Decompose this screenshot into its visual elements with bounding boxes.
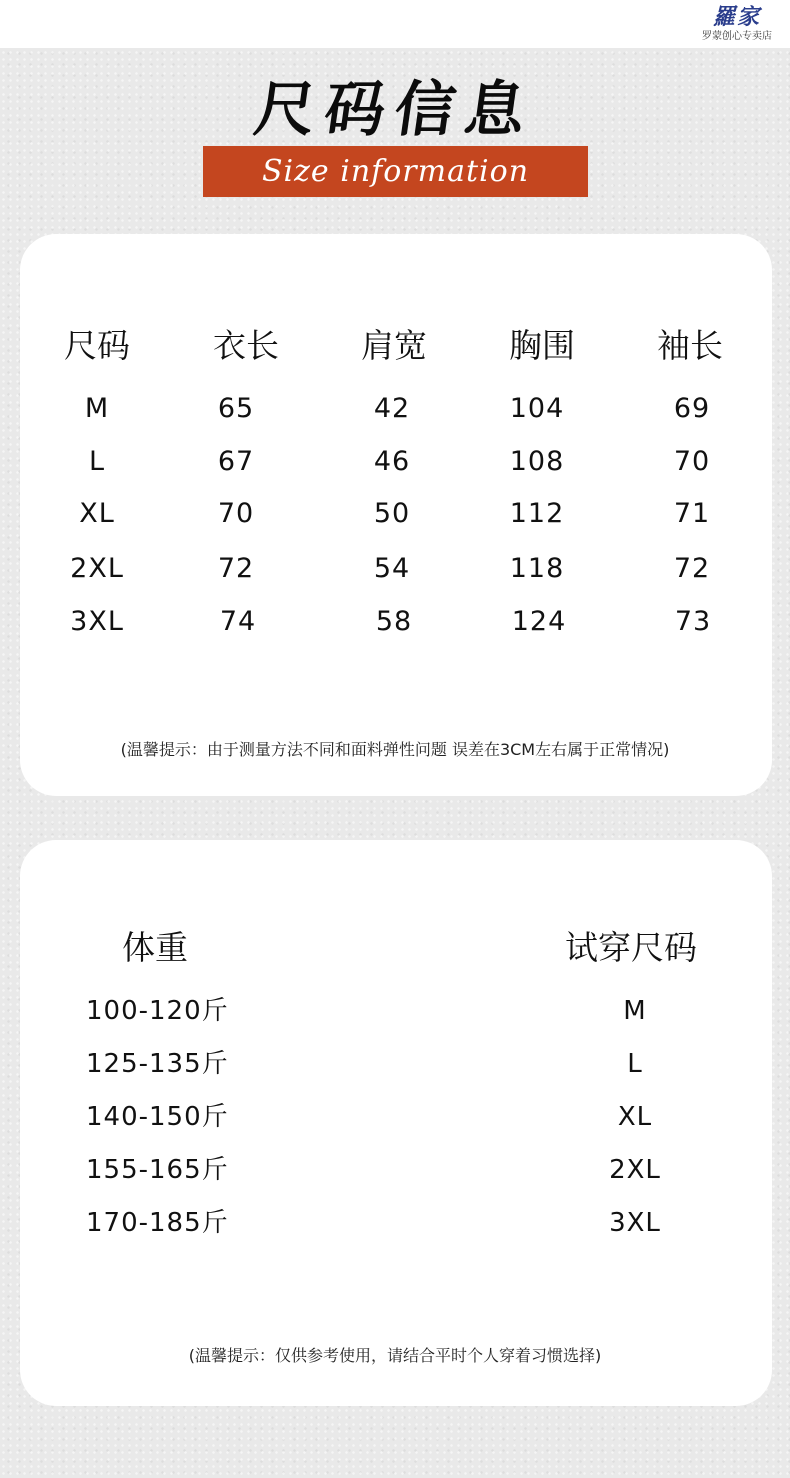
column-header: 衣长 [213, 326, 279, 365]
subtitle-banner [203, 146, 588, 197]
table-cell: 3XL [70, 606, 124, 637]
table-cell: XL [79, 498, 115, 529]
weight-chart-note: (温馨提示：仅供参考使用，请结合平时个人穿着习惯选择) [188, 1346, 602, 1365]
table-cell: 112 [509, 498, 565, 529]
weight-range: 125-135斤 [86, 1049, 229, 1079]
top-strip [0, 0, 790, 48]
table-cell: 108 [509, 446, 565, 477]
table-cell: 71 [673, 498, 711, 529]
table-cell: L [88, 446, 106, 477]
table-cell: 65 [217, 393, 255, 424]
recommended-size: M [623, 996, 647, 1026]
recommended-size: XL [617, 1102, 653, 1132]
column-header-size: 试穿尺码 [565, 928, 697, 967]
column-header: 袖长 [657, 326, 723, 365]
table-cell: 104 [509, 393, 565, 424]
table-cell: 70 [673, 446, 711, 477]
table-cell: 42 [373, 393, 411, 424]
recommended-size: 2XL [609, 1155, 661, 1185]
column-header: 胸围 [509, 326, 575, 365]
brand-mark [692, 4, 782, 44]
table-cell: 46 [373, 446, 411, 477]
column-header: 尺码 [64, 326, 130, 365]
table-cell: 124 [511, 606, 567, 637]
table-cell: 50 [373, 498, 411, 529]
brand-logo: 羅家 [712, 4, 761, 30]
column-header-weight: 体重 [122, 928, 188, 967]
subtitle-text: Size information [261, 154, 530, 189]
table-cell: M [84, 393, 110, 424]
page-title: 尺码信息 [250, 75, 540, 145]
weight-range: 155-165斤 [86, 1155, 229, 1185]
recommended-size: 3XL [609, 1208, 661, 1238]
weight-chart-card [20, 840, 772, 1406]
table-cell: 72 [673, 553, 711, 584]
brand-store-name: 罗蒙创心专卖店 [702, 31, 772, 42]
table-cell: 69 [673, 393, 711, 424]
weight-range: 100-120斤 [86, 996, 229, 1026]
column-header: 肩宽 [361, 326, 427, 365]
weight-range: 170-185斤 [86, 1208, 229, 1238]
table-cell: 73 [674, 606, 712, 637]
table-cell: 72 [217, 553, 255, 584]
size-chart-card [20, 234, 772, 796]
weight-range: 140-150斤 [86, 1102, 229, 1132]
table-cell: 58 [375, 606, 413, 637]
table-cell: 67 [217, 446, 255, 477]
recommended-size: L [627, 1049, 643, 1079]
table-cell: 70 [217, 498, 255, 529]
table-cell: 118 [509, 553, 565, 584]
table-cell: 74 [219, 606, 257, 637]
size-chart-note: (温馨提示：由于测量方法不同和面料弹性问题 误差在3CM左右属于正常情况) [120, 740, 670, 759]
table-cell: 54 [373, 553, 411, 584]
table-cell: 2XL [70, 553, 124, 584]
